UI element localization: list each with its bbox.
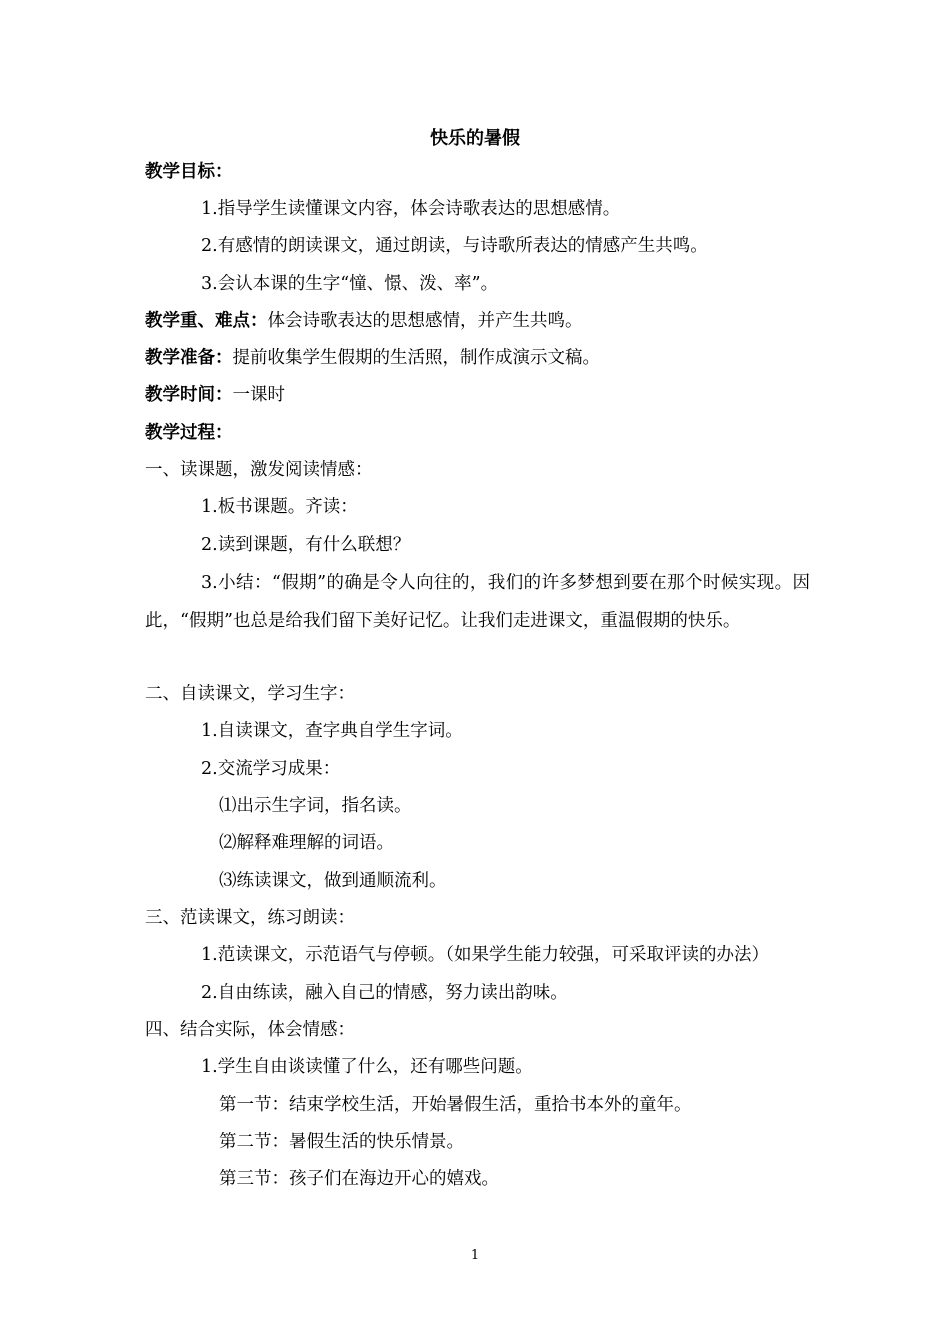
section-2-item-2: 2.交流学习成果： bbox=[201, 759, 341, 779]
duration bbox=[145, 377, 810, 414]
preparation bbox=[145, 340, 810, 377]
section-2-subitem-1: ⑴出示生字词，指名读。 bbox=[219, 796, 412, 816]
section-2-title: 二、自读课文，学习生字： bbox=[145, 684, 355, 704]
key-points-label: 教学重、难点： bbox=[145, 311, 268, 331]
objective-item-3: 3.会认本课的生字“憧、憬、泼、率”。 bbox=[201, 274, 499, 294]
page-number: 1 bbox=[470, 1248, 480, 1263]
section-3-item-1: 1.范读课文，示范语气与停顿。（如果学生能力较强，可采取评读的办法） bbox=[201, 945, 769, 965]
document-title: 快乐的暑假 bbox=[430, 128, 520, 149]
section-2-subitem-3: ⑶练读课文，做到通顺流利。 bbox=[219, 871, 447, 891]
section-1-title: 一、读课题，激发阅读情感： bbox=[145, 460, 373, 480]
section-2-item-1: 1.自读课文，查字典自学生字词。 bbox=[201, 721, 463, 741]
duration-text: 一课时 bbox=[232, 385, 285, 405]
section-1-summary: 3.小结：“假期”的确是令人向往的，我们的许多梦想到要在那个时候实现。因此，“假期”也总是给我们留下美好记忆。让我们走进课文，重温假期的快乐。 bbox=[145, 573, 810, 631]
section-4-title: 四、结合实际，体会情感： bbox=[145, 1020, 355, 1040]
section-3-item-2: 2.自由练读，融入自己的情感，努力读出韵味。 bbox=[201, 983, 568, 1003]
objectives-heading: 教学目标： bbox=[145, 162, 233, 182]
section-1-item-1: 1.板书课题。齐读： bbox=[201, 497, 358, 517]
objective-item-2: 2.有感情的朗读课文，通过朗读，与诗歌所表达的情感产生共鸣。 bbox=[201, 236, 708, 256]
key-points-text: 体会诗歌表达的思想感情，并产生共鸣。 bbox=[267, 311, 583, 331]
section-3-title: 三、范读课文，练习朗读： bbox=[145, 908, 355, 928]
objective-item-1: 1.指导学生读懂课文内容，体会诗歌表达的思想感情。 bbox=[201, 199, 621, 219]
section-4-item-1: 1.学生自由谈读懂了什么，还有哪些问题。 bbox=[201, 1057, 533, 1077]
section-1-item-2: 2.读到课题，有什么联想？ bbox=[201, 535, 411, 555]
section-2-subitem-2: ⑵解释难理解的词语。 bbox=[219, 833, 394, 853]
preparation-text: 提前收集学生假期的生活照，制作成演示文稿。 bbox=[232, 348, 600, 368]
process-heading: 教学过程： bbox=[145, 423, 233, 443]
section-4-subitem-2: 第二节：暑假生活的快乐情景。 bbox=[219, 1132, 464, 1152]
section-4-subitem-3: 第三节：孩子们在海边开心的嬉戏。 bbox=[219, 1169, 499, 1189]
preparation-label: 教学准备： bbox=[145, 348, 233, 368]
key-points bbox=[145, 303, 810, 340]
duration-label: 教学时间： bbox=[145, 385, 233, 405]
section-4-subitem-1: 第一节：结束学校生活，开始暑假生活，重拾书本外的童年。 bbox=[219, 1095, 692, 1115]
